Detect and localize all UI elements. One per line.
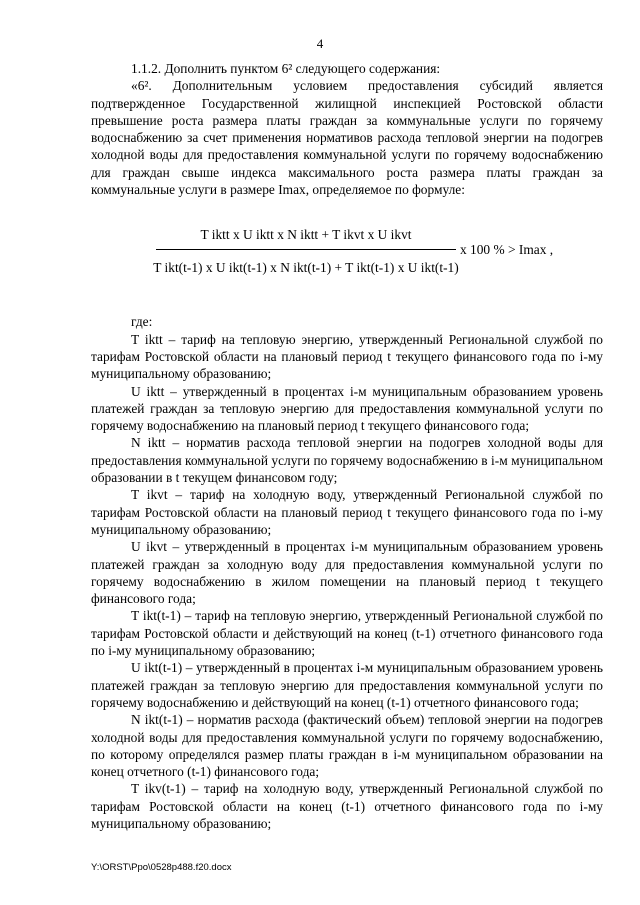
definition-text: тариф на холодную воду, утвержденный Региональной службой по тарифам Ростовской области на конец (t-1) отчетного финансового года по i-му муниципальному образованию; (91, 781, 603, 831)
definition-symbol: U ikt(t-1) (131, 660, 183, 676)
definition-symbol: U iktt (131, 383, 165, 399)
where-label: где: (131, 314, 153, 330)
definition-text: норматив расхода тепловой энергии на подогрев холодной воды для предоставления коммунальной услуги по горячему водоснабжению в i-м муниципальном образовании в t текущем финансовом году; (91, 435, 604, 486)
definitions-list (91, 331, 603, 833)
definition-symbol: T ikvt (131, 487, 168, 503)
definition-symbol: T ikv(t-1) (131, 781, 186, 797)
footer-file-path: Y:\ORST\Ppo\0528p488.f20.docx (91, 862, 232, 873)
definition-text: утвержденный в процентах i-м муниципальным образованием уровень платежей граждан за тепловую энергию для предоставления коммунальной услуги по горячему водоснабжению и действующий на конец (t-1) отчетного финансового года; (91, 660, 603, 710)
formula-block (91, 215, 603, 313)
definition-text: тариф на холодную воду, утвержденный Региональной службой по тарифам Ростовской области на плановый период t текущего финансового года по i-му муниципальному образованию; (91, 487, 603, 537)
definition-item: N iktt – норматив расхода тепловой энергии на подогрев холодной воды для предоставления коммунальной услуги по горячему водоснабжению в i-м муниципальном образовании в t текущем финансовом году; (91, 435, 604, 486)
formula-numerator: T iktt x U iktt x N iktt + T ikvt x U ikvt (200, 227, 412, 243)
definition-symbol: U ikvt (131, 539, 167, 555)
formula-denominator: T ikt(t-1) x U ikt(t-1) x N ikt(t-1) + T ikt(t-1) x U ikt(t-1) (153, 260, 459, 276)
definition-item: T ikt(t-1) – тариф на тепловую энергию, утвержденный Региональной службой по тарифам Ростовской области и действующий на конец (t-1) отчетного финансового года по i-му муниципальному образованию; (91, 608, 604, 659)
definition-item: T iktt – тариф на тепловую энергию, утвержденный Региональной службой по тарифам Ростовской области на плановый период t текущего финансового года по i-му муниципальному образованию; (91, 331, 604, 382)
page-number: 4 (316, 36, 324, 51)
document-body (91, 60, 603, 832)
definition-text: тариф на тепловую энергию, утвержденный Региональной службой по тарифам Ростовской области и действующий на конец (t-1) отчетного финансового года по i-му муниципальному образованию; (91, 608, 604, 659)
definition-item: U ikt(t-1) – утвержденный в процентах i-м муниципальным образованием уровень платежей граждан за тепловую энергию для предоставления коммунальной услуги по горячему водоснабжению и действующий на конец (t-1) отчетного финансового года; (91, 660, 603, 710)
section-intro: 1.1.2. Дополнить пунктом 6² следующего содержания: (131, 61, 441, 76)
definition-text: тариф на тепловую энергию, утвержденный Региональной службой по тарифам Ростовской области на плановый период t текущего финансового года по i-му муниципальному образованию; (91, 331, 604, 382)
formula-rhs: x 100 % > Imax , (460, 242, 554, 258)
definition-item: T ikv(t-1) – тариф на холодную воду, утвержденный Региональной службой по тарифам Ростовской области на конец (t-1) отчетного финансового года по i-му муниципальному образованию; (91, 781, 603, 831)
definition-text: утвержденный в процентах i-м муниципальным образованием уровень платежей граждан за тепловую энергию для предоставления коммунальной услуги по горячему водоснабжению на плановый период t текущего финансового года; (91, 383, 604, 434)
definition-item: U iktt – утвержденный в процентах i-м муниципальным образованием уровень платежей граждан за тепловую энергию для предоставления коммунальной услуги по горячему водоснабжению на плановый период t текущего финансового года; (91, 383, 604, 434)
definition-symbol: T ikt(t-1) (131, 608, 181, 624)
definition-text: утвержденный в процентах i-м муниципальным образованием уровень платежей граждан за холодную воду для предоставления коммунальной услуги по горячему водоснабжению в жилом помещении на плановый период t текущего финансового года; (91, 539, 603, 607)
definition-text: норматив расхода (фактический объем) тепловой энергии на подогрев холодной воды для предоставления коммунальной услуги по горячему водоснабжению, по которому определялся размер платы граждан в i-м муниципальном образовании на конец отчетного (t-1) финансового года; (91, 712, 603, 780)
definition-symbol: N iktt (131, 435, 166, 451)
fraction-line (156, 249, 456, 250)
definition-item: N ikt(t-1) – норматив расхода (фактический объем) тепловой энергии на подогрев холодной воды для предоставления коммунальной услуги по горячему водоснабжению, по которому определялся размер платы граждан в i-м муниципальном образовании на конец отчетного (t-1) финансового года; (91, 712, 603, 780)
definition-item: U ikvt – утвержденный в процентах i-м муниципальным образованием уровень платежей граждан за холодную воду для предоставления коммунальной услуги по горячему водоснабжению в жилом помещении на плановый период t текущего финансового года; (91, 539, 603, 607)
main-paragraph: «6². Дополнительным условием предоставления субсидий является подтвержденное Государственной жилищной инспекцией Ростовской области превышение роста размера платы граждан за коммунальные услуги по горячему водоснабжению за счет применения нормативов расхода тепловой энергии на подогрев холодной воды для предоставления коммунальной услуги по горячему водоснабжению для граждан свыше индекса максимального роста размера платы граждан за коммунальные услуги в размере Imax, определяемое по формуле: (91, 78, 603, 198)
definition-symbol: T iktt (131, 331, 163, 347)
definition-item: T ikvt – тариф на холодную воду, утвержденный Региональной службой по тарифам Ростовской области на плановый период t текущего финансового года по i-му муниципальному образованию; (91, 487, 603, 537)
definition-symbol: N ikt(t-1) (131, 712, 183, 728)
